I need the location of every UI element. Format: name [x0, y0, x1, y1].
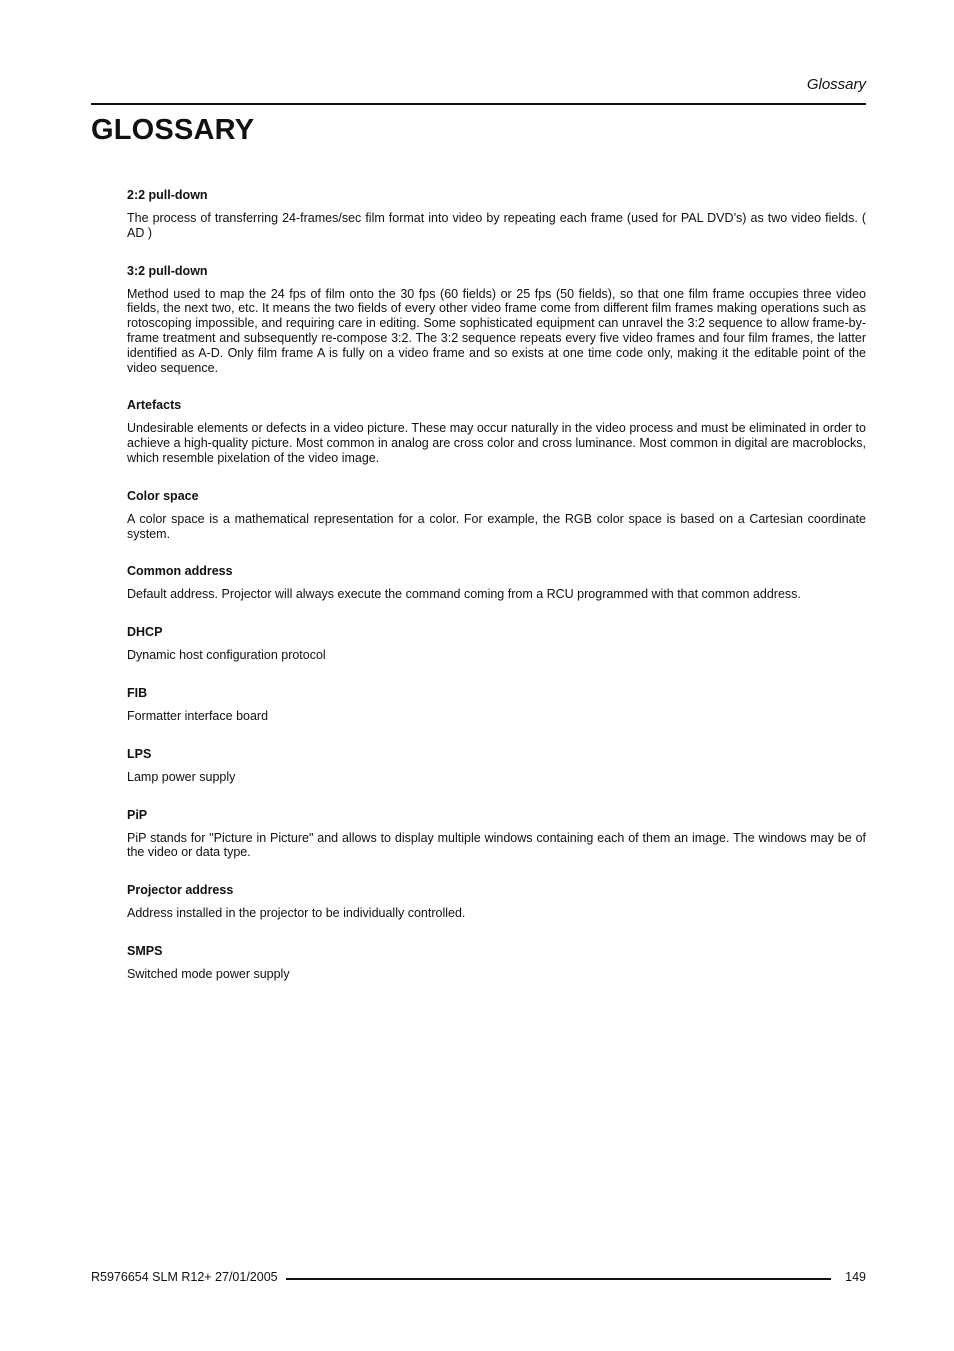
glossary-term: PiP — [127, 807, 148, 822]
glossary-term: DHCP — [127, 625, 163, 640]
glossary-term: Common address — [127, 564, 233, 579]
glossary-entry — [127, 943, 866, 982]
footer-rule — [286, 1278, 832, 1280]
glossary-entry — [127, 397, 866, 465]
glossary-entry — [127, 488, 866, 542]
glossary-entry — [127, 746, 866, 785]
header-rule — [91, 103, 866, 105]
glossary-definition: Lamp power supply — [127, 769, 236, 784]
glossary-definition: Method used to map the 24 fps of film onto the 30 fps (60 fields) or 25 fps (50 fields), so that one film frame occupies three video fields, the next two, etc. It means the two fields of every other video frame come from different film frames making operations such as rotoscoping impossible, and requiring care in editing. Some sophisticated equipment can unravel the 3:2 sequence to allow frame-by-frame treatment and subsequently re-compose 3:2. The 3:2 sequence repeats every five video frames and four film frames, the latter identified as A-D. Only film frame A is fully on a video frame and so exists at one time code only, making it the editable point of the video sequence. — [127, 286, 866, 375]
running-header: Glossary — [806, 76, 866, 93]
page-footer — [91, 1269, 866, 1285]
glossary-definition: PiP stands for "Picture in Picture" and allows to display multiple windows containing each of them an image. The windows may be of the video or data type. — [127, 830, 866, 860]
glossary-entry — [127, 263, 866, 376]
glossary-term: 3:2 pull-down — [127, 263, 208, 278]
footer-doc-reference: R5976654 SLM R12+ 27/01/2005 — [91, 1270, 278, 1284]
glossary-definition: A color space is a mathematical representation for a color. For example, the RGB color space is based on a Cartesian coordinate system. — [127, 511, 866, 541]
glossary-definition: Dynamic host configuration protocol — [127, 648, 326, 663]
page-title: GLOSSARY — [91, 114, 255, 146]
glossary-entry — [127, 624, 866, 663]
glossary-definition: The process of transferring 24-frames/sec film format into video by repeating each frame (used for PAL DVD’s) as two video fields. ( AD ) — [127, 211, 866, 240]
glossary-entry — [127, 882, 866, 921]
glossary-entry — [127, 685, 866, 724]
glossary-term: LPS — [127, 746, 152, 761]
glossary-list — [127, 187, 866, 1004]
glossary-definition: Formatter interface board — [127, 708, 269, 723]
glossary-term: Artefacts — [127, 398, 182, 413]
glossary-term: 2:2 pull-down — [127, 188, 208, 202]
glossary-entry — [127, 563, 866, 602]
glossary-term: Projector address — [127, 883, 234, 898]
glossary-definition: Default address. Projector will always execute the command coming from a RCU programmed with that common address. — [127, 587, 801, 602]
glossary-term: FIB — [127, 685, 148, 700]
glossary-entry — [127, 807, 866, 861]
glossary-term: SMPS — [127, 943, 163, 958]
page-number: 149 — [845, 1270, 866, 1284]
glossary-definition: Undesirable elements or defects in a video picture. These may occur naturally in the video process and must be eliminated in order to achieve a high-quality picture. Most common in analog are cross color and cross luminance. Most common in digital are macroblocks, which resemble pixelation of the video image. — [127, 421, 866, 465]
glossary-definition: Switched mode power supply — [127, 966, 290, 981]
glossary-term: Color space — [127, 488, 199, 503]
glossary-entry — [127, 187, 866, 241]
glossary-definition: Address installed in the projector to be individually controlled. — [127, 906, 466, 921]
